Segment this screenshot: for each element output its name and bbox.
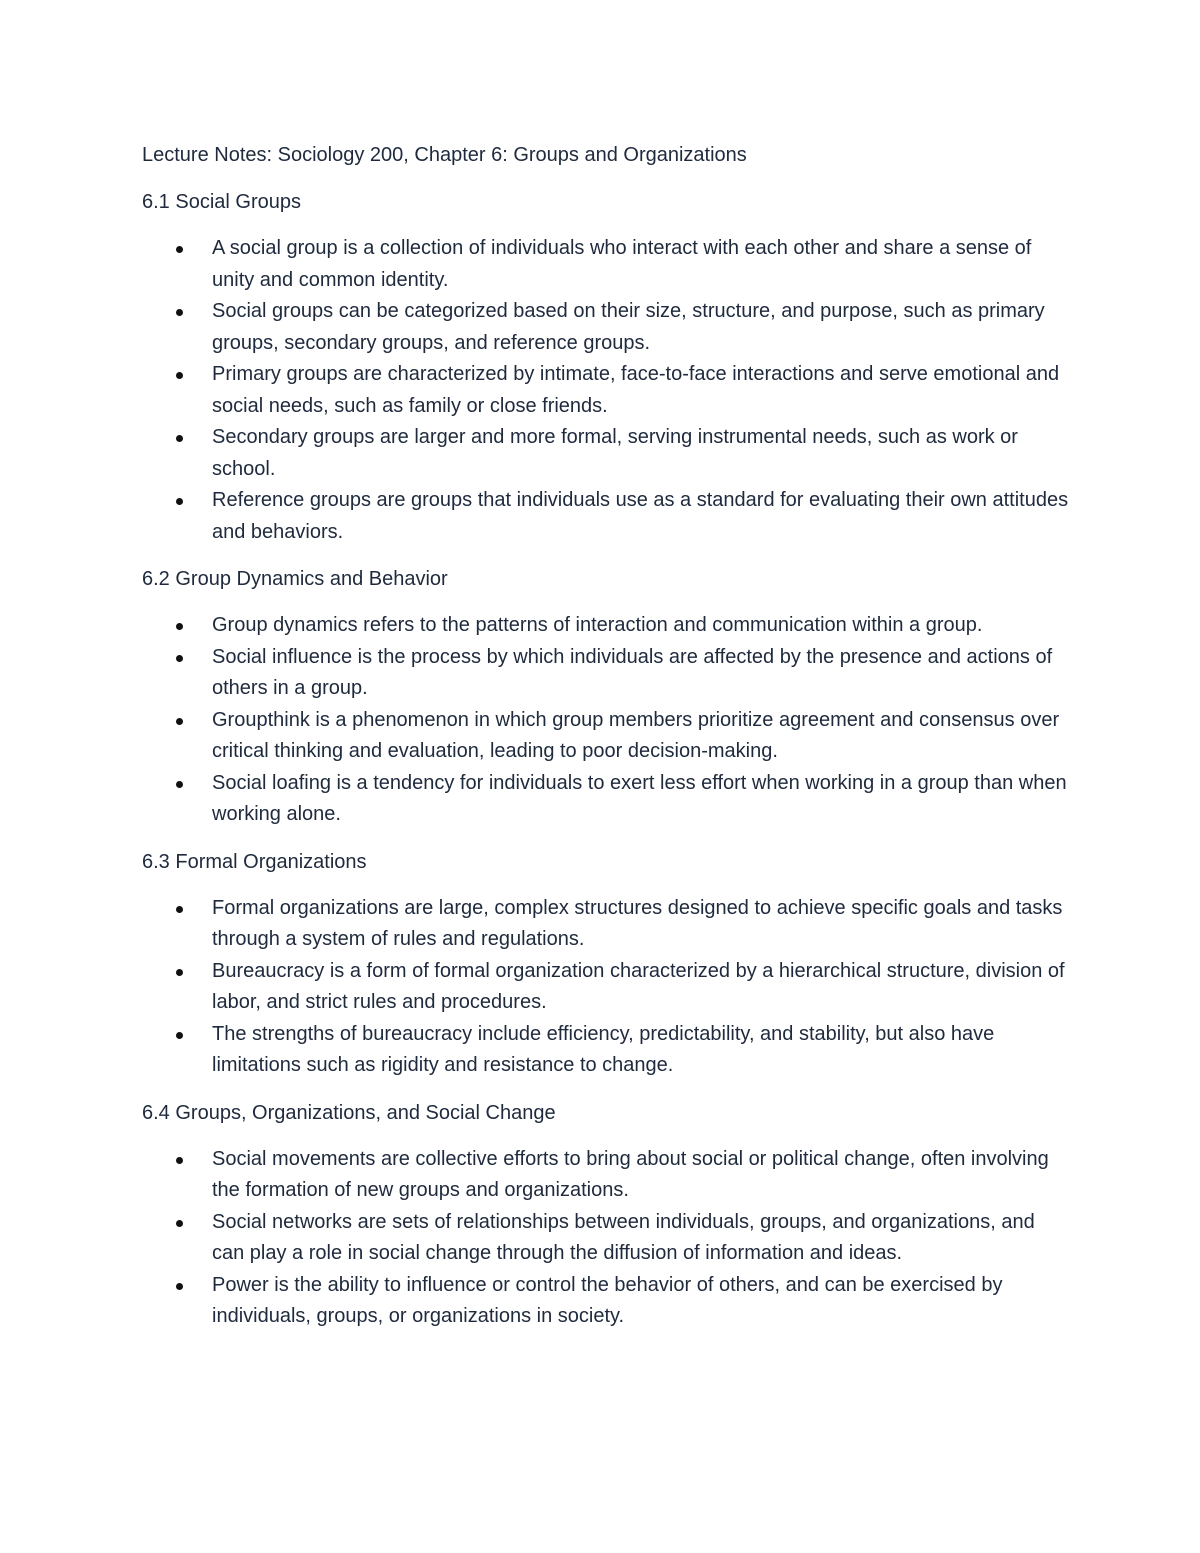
list-item-text: Reference groups are groups that individuals use as a standard for evaluating their own attitudes and behaviors. (212, 489, 1069, 543)
bullet-icon (176, 1157, 183, 1164)
bullet-icon (176, 498, 183, 505)
list-item-text: Primary groups are characterized by intimate, face-to-face interactions and serve emotional and social needs, such as family or close friends. (212, 363, 1060, 417)
list-item-text: Social influence is the process by which individuals are affected by the presence and actions of others in a group. (212, 645, 1053, 699)
list-item-text: The strengths of bureaucracy include efficiency, predictability, and stability, but also have limitations such as rigidity and resistance to change. (212, 1022, 995, 1076)
list-item-text: Group dynamics refers to the patterns of interaction and communication within a group. (212, 614, 983, 636)
list-item-text: Power is the ability to influence or control the behavior of others, and can be exercised by individuals, groups, or organizations in society. (212, 1273, 1003, 1327)
list-item (142, 1270, 1072, 1333)
document-title: Lecture Notes: Sociology 200, Chapter 6: Groups and Organizations (142, 144, 747, 166)
list-item-text: Secondary groups are larger and more formal, serving instrumental needs, such as work or school. (212, 426, 1018, 480)
section-social-groups (142, 186, 1072, 548)
list-item (142, 1019, 1072, 1082)
list-item (142, 422, 1072, 485)
section-formal-organizations (142, 846, 1072, 1082)
list-item-text: Bureaucracy is a form of formal organization characterized by a hierarchical structure, division of labor, and strict rules and procedures. (212, 959, 1065, 1013)
list-item (142, 705, 1072, 768)
section-heading: 6.1 Social Groups (142, 191, 301, 213)
list-item-text: Formal organizations are large, complex structures designed to achieve specific goals and tasks through a system of rules and regulations. (212, 896, 1063, 950)
list-item-text: Social loafing is a tendency for individuals to exert less effort when working in a group than when working alone. (212, 771, 1067, 825)
section-social-change (142, 1097, 1072, 1333)
list-item-text: Social networks are sets of relationships between individuals, groups, and organizations, and can play a role in social change through the diffusion of information and ideas. (212, 1210, 1035, 1264)
bullet-list (142, 610, 1072, 831)
bullet-list (142, 233, 1072, 548)
document-content (142, 139, 1072, 1348)
list-item (142, 296, 1072, 359)
list-item (142, 233, 1072, 296)
list-item-text: Groupthink is a phenomenon in which group members prioritize agreement and consensus over critical thinking and evaluation, leading to poor decision-making. (212, 708, 1060, 762)
list-item-text: A social group is a collection of individuals who interact with each other and share a sense of unity and common identity. (212, 237, 1032, 291)
bullet-icon (176, 655, 183, 662)
list-item (142, 893, 1072, 956)
bullet-icon (176, 372, 183, 379)
list-item (142, 485, 1072, 548)
list-item (142, 359, 1072, 422)
bullet-list (142, 893, 1072, 1082)
bullet-icon (176, 435, 183, 442)
list-item (142, 1144, 1072, 1207)
bullet-icon (176, 1283, 183, 1290)
bullet-list (142, 1144, 1072, 1333)
section-heading: 6.4 Groups, Organizations, and Social Change (142, 1101, 556, 1124)
section-heading: 6.2 Group Dynamics and Behavior (142, 568, 448, 590)
section-heading: 6.3 Formal Organizations (142, 850, 367, 873)
list-item (142, 768, 1072, 831)
bullet-icon (176, 1032, 183, 1039)
list-item-text: Social movements are collective efforts to bring about social or political change, often involving the formation of new groups and organizations. (212, 1147, 1049, 1201)
bullet-icon (176, 969, 183, 976)
bullet-icon (176, 781, 183, 788)
bullet-icon (176, 246, 183, 253)
section-group-dynamics (142, 563, 1072, 831)
list-item (142, 956, 1072, 1019)
bullet-icon (176, 623, 183, 630)
list-item (142, 642, 1072, 705)
list-item-text: Social groups can be categorized based on their size, structure, and purpose, such as primary groups, secondary groups, and reference groups. (212, 300, 1045, 354)
bullet-icon (176, 309, 183, 316)
bullet-icon (176, 718, 183, 725)
bullet-icon (176, 906, 183, 913)
bullet-icon (176, 1220, 183, 1227)
list-item (142, 1207, 1072, 1270)
list-item (142, 610, 1072, 642)
